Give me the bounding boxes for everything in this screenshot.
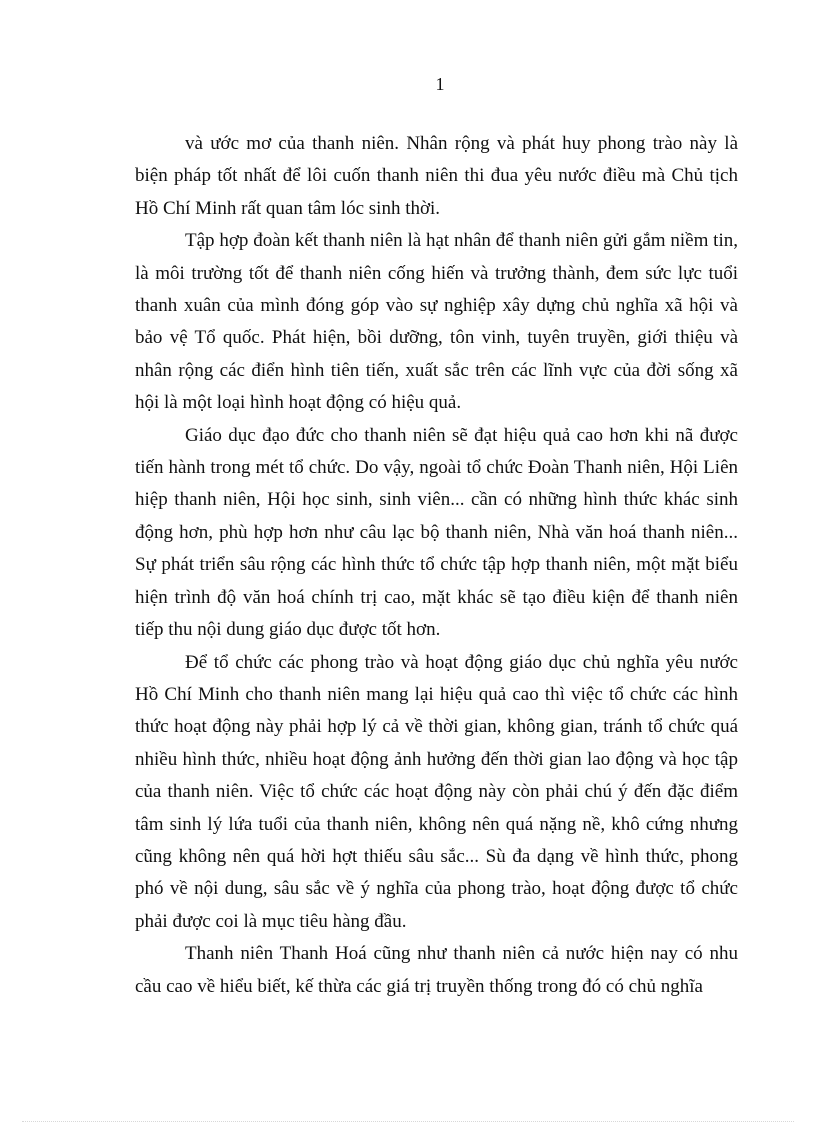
paragraph-2: Tập hợp đoàn kết thanh niên là hạt nhân để thanh niên gửi gắm niềm tin, là môi trường tốt để thanh niên cống hiến và trưởng thành, đem sức lực tuổi thanh xuân của mình đóng góp vào sự nghiệp xây dựng chủ nghĩa xã hội và bảo vệ Tổ quốc. Phát hiện, bồi dưỡng, tôn vinh, tuyên truyền, giới thiệu và nhân rộng các điển hình tiên tiến, xuất sắc trên các lĩnh vực của đời sống xã hội là một loại hình hoạt động có hiệu quả. bbox=[135, 230, 738, 414]
document-body bbox=[135, 128, 738, 1003]
page-bottom-rule bbox=[22, 1121, 794, 1122]
paragraph-1: và ước mơ của thanh niên. Nhân rộng và phát huy phong trào này là biện pháp tốt nhất để lôi cuốn thanh niên thi đua yêu nước điều mà Chủ tịch Hồ Chí Minh rất quan tâm lóc sinh thời. bbox=[135, 133, 738, 219]
paragraph-3: Giáo dục đạo đức cho thanh niên sẽ đạt hiệu quả cao hơn khi nã được tiến hành trong mét tổ chức. Do vậy, ngoài tổ chức Đoàn Thanh niên, Hội Liên hiệp thanh niên, Hội học sinh, sinh viên... cần có những hình thức khác sinh động hơn, phù hợp hơn như câu lạc bộ thanh niên, Nhà văn hoá thanh niên... Sự phát triển sâu rộng các hình thức tổ chức tập hợp thanh niên, một mặt biểu hiện trình độ văn hoá chính trị cao, mặt khác sẽ tạo điều kiện để thanh niên tiếp thu nội dung giáo dục được tốt hơn. bbox=[135, 424, 738, 641]
paragraph-5: Thanh niên Thanh Hoá cũng như thanh niên cả nước hiện nay có nhu cầu cao về hiểu biết, kế thừa các giá trị truyền thống trong đó có chủ nghĩa bbox=[135, 943, 738, 997]
paragraph-4: Để tổ chức các phong trào và hoạt động giáo dục chủ nghĩa yêu nước Hồ Chí Minh cho thanh niên mang lại hiệu quả cao thì việc tổ chức các hình thức hoạt động này phải hợp lý cả về thời gian, không gian, tránh tổ chức quá nhiều hình thức, nhiều hoạt động ảnh hưởng đến thời gian lao động và học tập của thanh niên. Việc tổ chức các hoạt động này còn phải chú ý đến đặc điểm tâm sinh lý lứa tuổi của thanh niên, không nên quá nặng nề, khô cứng nhưng cũng không nên quá hời hợt thiếu sâu sắc... Sù đa dạng về hình thức, phong phó về nội dung, sâu sắc về ý nghĩa của phong trào, hoạt động được tổ chức phải được coi là mục tiêu hàng đầu. bbox=[135, 651, 738, 932]
page-number: 1 bbox=[435, 74, 445, 94]
